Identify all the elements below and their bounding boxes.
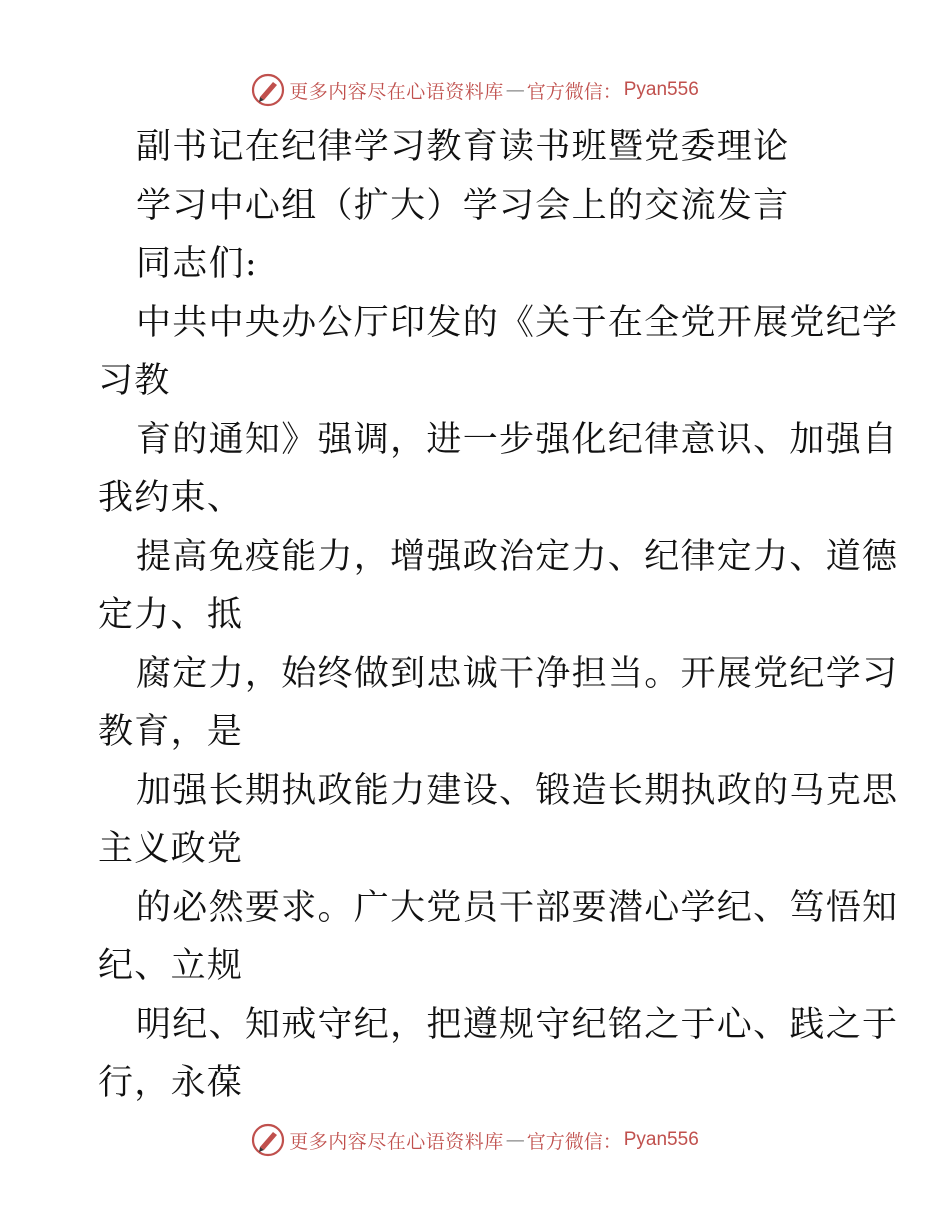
body-line: 提高免疫能力，增强政治定力、纪律定力、道德 bbox=[136, 536, 899, 577]
body-line: 我约束、 bbox=[98, 478, 244, 518]
body-line: 中共中央办公厅印发的《关于在全党开展党纪学 bbox=[136, 302, 899, 343]
document-body bbox=[98, 118, 899, 1113]
body-line: 主义政党 bbox=[98, 829, 244, 869]
watermark-text: 更多内容尽在心语资料库 bbox=[289, 80, 504, 103]
watermark-wechat-label: 官方微信： bbox=[526, 1130, 622, 1153]
pen-logo-icon bbox=[251, 1123, 285, 1157]
document-title-line-2: 学习中心组（扩大）学习会上的交流发言 bbox=[136, 185, 790, 226]
document-title-line-1: 副书记在纪律学习教育读书班暨党委理论 bbox=[136, 127, 790, 167]
watermark-separator: — bbox=[505, 1129, 525, 1151]
watermark-wechat-label: 官方微信： bbox=[526, 80, 622, 103]
pen-logo-icon bbox=[251, 73, 285, 107]
watermark-separator: — bbox=[505, 79, 525, 101]
watermark-wechat-id: Pyan556 bbox=[623, 1129, 699, 1150]
body-line: 定力、抵 bbox=[98, 595, 244, 635]
body-line: 育的通知》强调，进一步强化纪律意识、加强自 bbox=[136, 419, 899, 460]
watermark-footer bbox=[0, 1120, 950, 1160]
body-line: 习教 bbox=[98, 361, 171, 401]
watermark-header bbox=[0, 70, 950, 110]
body-line: 教育，是 bbox=[98, 712, 244, 752]
body-line: 的必然要求。广大党员干部要潜心学纪、笃悟知 bbox=[136, 887, 899, 928]
body-line: 加强长期执政能力建设、锻造长期执政的马克思 bbox=[136, 770, 899, 811]
body-line: 明纪、知戒守纪，把遵规守纪铭之于心、践之于 bbox=[136, 1004, 899, 1045]
salutation: 同志们: bbox=[136, 244, 258, 284]
body-line: 纪、立规 bbox=[98, 946, 244, 986]
body-line: 行，永葆 bbox=[98, 1063, 244, 1103]
watermark-text: 更多内容尽在心语资料库 bbox=[289, 1130, 504, 1153]
watermark-wechat-id: Pyan556 bbox=[623, 79, 699, 100]
body-line: 腐定力，始终做到忠诚干净担当。开展党纪学习 bbox=[136, 653, 899, 694]
